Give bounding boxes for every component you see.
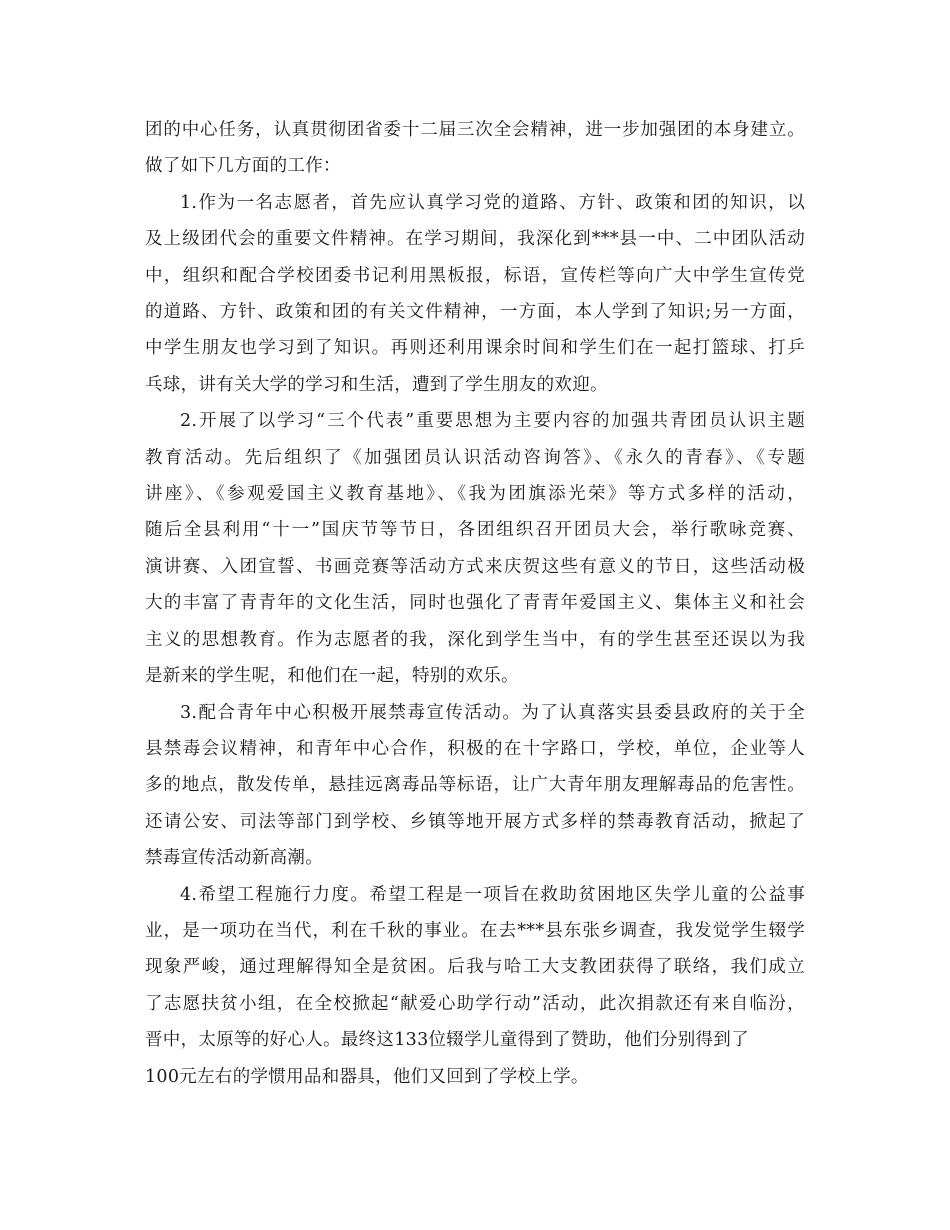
text-line: 大的丰富了青青年的文化生活，同时也强化了青青年爱国主义、集体主义和社会 — [145, 593, 805, 614]
text-line: 乓球，讲有关大学的学习和生活，遭到了学生朋友的欢迎。 — [145, 374, 608, 395]
text-line: 业，是一项功在当代，利在千秋的事业。在去***县东张乡调查，我发觉学生辍学 — [145, 920, 805, 941]
text-line: 还请公安、司法等部门到学校、乡镇等地开展方式多样的禁毒教育活动，掀起了 — [145, 811, 805, 832]
text-line: 讲座》、《参观爱国主义教育基地》、《我为团旗添光荣》等方式多样的活动， — [145, 484, 805, 505]
text-line: 随后全县利用“十一”国庆节等节日，各团组织召开团员大会，举行歌咏竞赛、 — [145, 520, 805, 541]
paragraph-item-3 — [145, 695, 805, 877]
text-line: 100元左右的学惯用品和器具，他们又回到了学校上学。 — [145, 1066, 589, 1087]
paragraph-item-1 — [145, 185, 805, 403]
text-line: 及上级团代会的重要文件精神。在学习期间，我深化到***县一中、二中团队活动 — [145, 229, 805, 250]
text-line: 1.作为一名志愿者，首先应认真学习党的道路、方针、政策和团的知识，以 — [180, 192, 805, 213]
text-line: 3.配合青年中心积极开展禁毒宣传活动。为了认真落实县委县政府的关于全 — [180, 702, 805, 723]
text-line: 的道路、方针、政策和团的有关文件精神，一方面，本人学到了知识;另一方面， — [145, 302, 805, 323]
text-line: 了志愿扶贫小组，在全校掀起“献爱心助学行动”活动，此次捐款还有来自临汾， — [145, 993, 805, 1014]
paragraph-item-4 — [145, 877, 805, 1095]
text-line: 现象严峻，通过理解得知全是贫困。后我与哈工大支教团获得了联络，我们成立 — [145, 957, 805, 978]
text-line: 教育活动。先后组织了《加强团员认识活动咨询答》、《永久的青春》、《专题 — [145, 447, 805, 468]
text-line: 晋中，太原等的好心人。最终这133位辍学儿童得到了赞助，他们分别得到了 — [145, 1030, 749, 1051]
text-line: 中学生朋友也学习到了知识。再则还利用课余时间和学生们在一起打篮球、打乒 — [145, 338, 805, 359]
text-line: 2.开展了以学习“三个代表”重要思想为主要内容的加强共青团员认识主题 — [180, 411, 805, 432]
text-line: 主义的思想教育。作为志愿者的我，深化到学生当中，有的学生甚至还误以为我 — [145, 629, 805, 650]
text-line: 县禁毒会议精神，和青年中心合作，积极的在十字路口，学校，单位，企业等人 — [145, 738, 805, 759]
paragraph-item-2 — [145, 403, 805, 694]
document-body — [145, 112, 805, 1095]
text-line: 团的中心任务，认真贯彻团省委十二届三次全会精神，进一步加强团的本身建立。 — [145, 120, 805, 140]
text-line: 4.希望工程施行力度。希望工程是一项旨在救助贫困地区失学儿童的公益事 — [180, 884, 805, 905]
text-line: 多的地点，散发传单，悬挂远离毒品等标语，让广大青年朋友理解毒品的危害性。 — [145, 775, 805, 796]
text-line: 是新来的学生呢，和他们在一起，特别的欢乐。 — [145, 666, 519, 687]
text-line: 禁毒宣传活动新高潮。 — [145, 848, 323, 869]
text-line: 演讲赛、入团宣誓、书画竞赛等活动方式来庆贺这些有意义的节日，这些活动极 — [145, 556, 805, 577]
text-line: 做了如下几方面的工作： — [145, 156, 341, 177]
text-line: 中，组织和配合学校团委书记利用黑板报，标语，宣传栏等向广大中学生宣传党 — [145, 265, 805, 286]
paragraph-intro — [145, 112, 805, 185]
